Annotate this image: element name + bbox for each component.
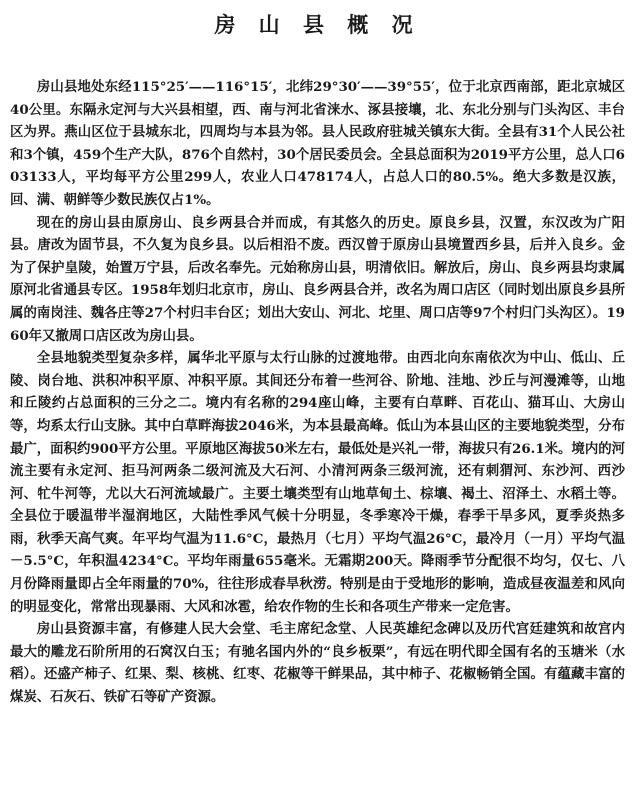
document-title: 房 山 县 概 况 [214,12,421,37]
paragraph-history: 现在的房山县由原房山、良乡两县合并而成，有其悠久的历史。原良乡县，汉置，东汉改为广阳县。唐改为固节县，不久复为良乡县。以后相沿不废。西汉曾于原房山县境置西乡县，后并入良乡。金为了保护皇陵，始置万宁县，后改名奉先。元始称房山县，明清依旧。解放后，房山、良乡两县均隶属原河北省通县专区。1958年划归北京市，房山、良乡两县合并，改名为周口店区（同时划出原良乡县所属的南岗洼、魏各庄等27个村归丰台区；划出大安山、河北、坨里、周口店等97个村归门头沟区）。1960年又撤周口店区改为房山县。 [10,214,625,344]
paragraph-location: 房山县地处东经115°25′——116°15′，北纬29°30′——39°55′，位于北京西南部，距北京城区40公里。东隔永定河与大兴县相望，西、南与河北省涞水、涿县接壤，北、东北分别与门头沟区、丰台区为界。燕山区位于县城东北，四周均与本县为邻。县人民政府驻城关镇东大街。全县有31个人民公社和3个镇，459个生产大队，876个自然村，30个居民委员会。全县总面积为2019平方公里，总人口603133人，平均每平方公里299人，农业人口478174人，占总人口的80.5%。绝大多数是汉族，回、满、朝鲜等少数民族仅占1%。 [10,79,625,208]
paragraph-resources: 房山县资源丰富，有修建人民大会堂、毛主席纪念堂、人民英雄纪念碑以及历代宫廷建筑和故宫内最大的雕龙石阶所用的石窝汉白玉；有驰名国内外的“良乡板栗”，有远在明代即全国有名的玉塘米（水稻）。还盛产柿子、红果、梨、核桃、红枣、花椒等干鲜果品，其中柿子、花椒畅销全国。有蕴藏丰富的煤炭、石灰石、铁矿石等矿产资源。 [10,621,625,706]
paragraph-geography: 全县地貌类型复杂多样，属华北平原与太行山脉的过渡地带。由西北向东南依次为中山、低山、丘陵、岗台地、洪积冲积平原、冲积平原。其间还分布着一些河谷、阶地、洼地、沙丘与河漫滩等，山地和丘陵约占总面积的三分之二。境内有名称的294座山峰，主要有白草畔、百花山、猫耳山、大房山等，均系太行山支脉。其中白草畔海拔2046米，为本县最高峰。低山为本县山区的主要地貌类型，分布最广，面积约900平方公里。平原地区海拔50米左右，最低处是兴礼一带，海拔只有26.1米。境内的河流主要有永定河、拒马河两条二级河流及大石河、小清河两条三级河流，还有刺猬河、东沙河、西沙河、牤牛河等，尤以大石河流域最广。主要土壤类型有山地草甸土、棕壤、褐土、沼泽土、水稻土等。全县位于暖温带半湿润地区，大陆性季风气候十分明显，冬季寒冷干燥，春季干旱多风，夏季炎热多雨，秋季天高气爽。年平均气温为11.6°C，最热月（七月）平均气温26°C，最冷月（一月）平均气温－5.5°C，年积温4234°C。平均年雨量655毫米。无霜期200天。降雨季节分配很不均匀，仅七、八月份降雨量即占全年雨量的70%，往往形成春旱秋涝。特别是由于受地形的影响，造成昼夜温差和风向的明显变化，常常出现暴雨、大风和冰雹，给农作物的生长和各项生产带来一定危害。 [10,350,625,615]
